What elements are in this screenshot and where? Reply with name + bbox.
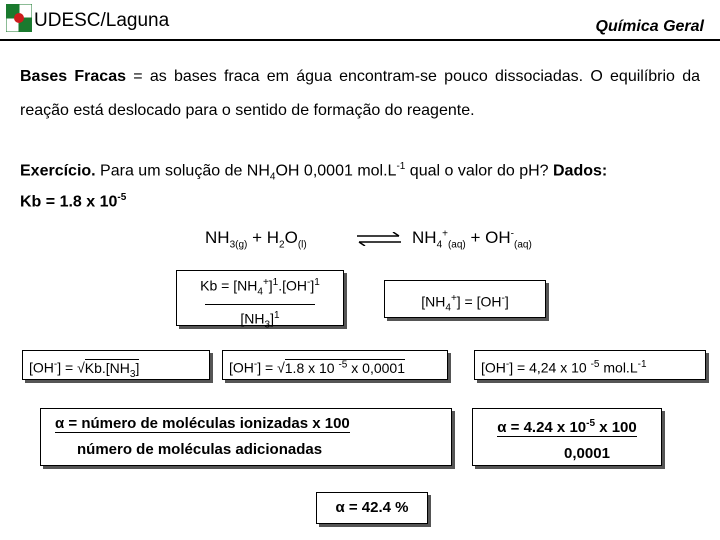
question-subscript: 4 bbox=[269, 171, 276, 183]
kb-value bbox=[20, 192, 126, 211]
kb-expression-box: $Kb = [NH_4^+]^1.[OH^-]^1$ $[NH_3]^1$ bbox=[176, 270, 344, 326]
logo-text: UDESC/Laguna bbox=[34, 10, 170, 31]
oh-result-box: [OH-] = 4,24 x 10 $^{-5}$ $mol.L^{-1}$ bbox=[474, 350, 706, 380]
course-title: Química Geral bbox=[595, 18, 704, 35]
question-superscript: -1 bbox=[396, 161, 406, 172]
equation-left: $NH_{3(g)} + H_2O_{(l)}$ bbox=[205, 228, 307, 251]
alpha-result-box: α = 42.4 % bbox=[316, 492, 428, 524]
kb-exponent: -5 bbox=[117, 192, 127, 203]
data-label: Dados: bbox=[553, 162, 608, 180]
question-text: Para um solução de NH bbox=[95, 162, 270, 180]
oh-calc-box: [OH-] = √1.8 x 10 $^{-5}$ x 0,0001 bbox=[222, 350, 448, 380]
header-divider bbox=[0, 39, 720, 41]
equilibrium-arrows-icon bbox=[355, 232, 403, 251]
udesc-logo-icon bbox=[6, 4, 32, 32]
alpha-calc-denominator: 0,0001 bbox=[564, 445, 610, 462]
exercise-question bbox=[20, 150, 700, 195]
kb-line: Kb = 1.8 x 10 bbox=[20, 193, 118, 211]
equation-right: $NH_4^+_{(aq)} + OH^-_{(aq)}$ bbox=[412, 228, 532, 251]
intro-text: = as bases fraca em água encontram-se pouco dissociadas. O equilíbrio da reação está deslocado para o sentido de formação do reagente. bbox=[20, 68, 700, 119]
equality-box: $[NH_4^+] = [OH^-]$ bbox=[384, 280, 546, 318]
exercise-label: Exercício. bbox=[20, 162, 96, 180]
alpha-calc-box: α = 4.24 x $10^{-5}$ x 100 0,0001 bbox=[472, 408, 662, 466]
question-text-3: qual o valor do pH? bbox=[405, 162, 553, 180]
oh-sqrt-box: $[OH^-] = √Kb.[NH_3]$ bbox=[22, 350, 210, 380]
alpha-def-numerator: α = número de moléculas ionizadas x 100 bbox=[55, 415, 350, 432]
intro-paragraph bbox=[20, 60, 700, 128]
alpha-definition-box bbox=[40, 408, 452, 466]
intro-term: Bases Fracas bbox=[20, 68, 126, 85]
question-text-2: OH 0,0001 mol.L bbox=[275, 162, 397, 180]
alpha-def-denominator: número de moléculas adicionadas bbox=[77, 441, 323, 458]
